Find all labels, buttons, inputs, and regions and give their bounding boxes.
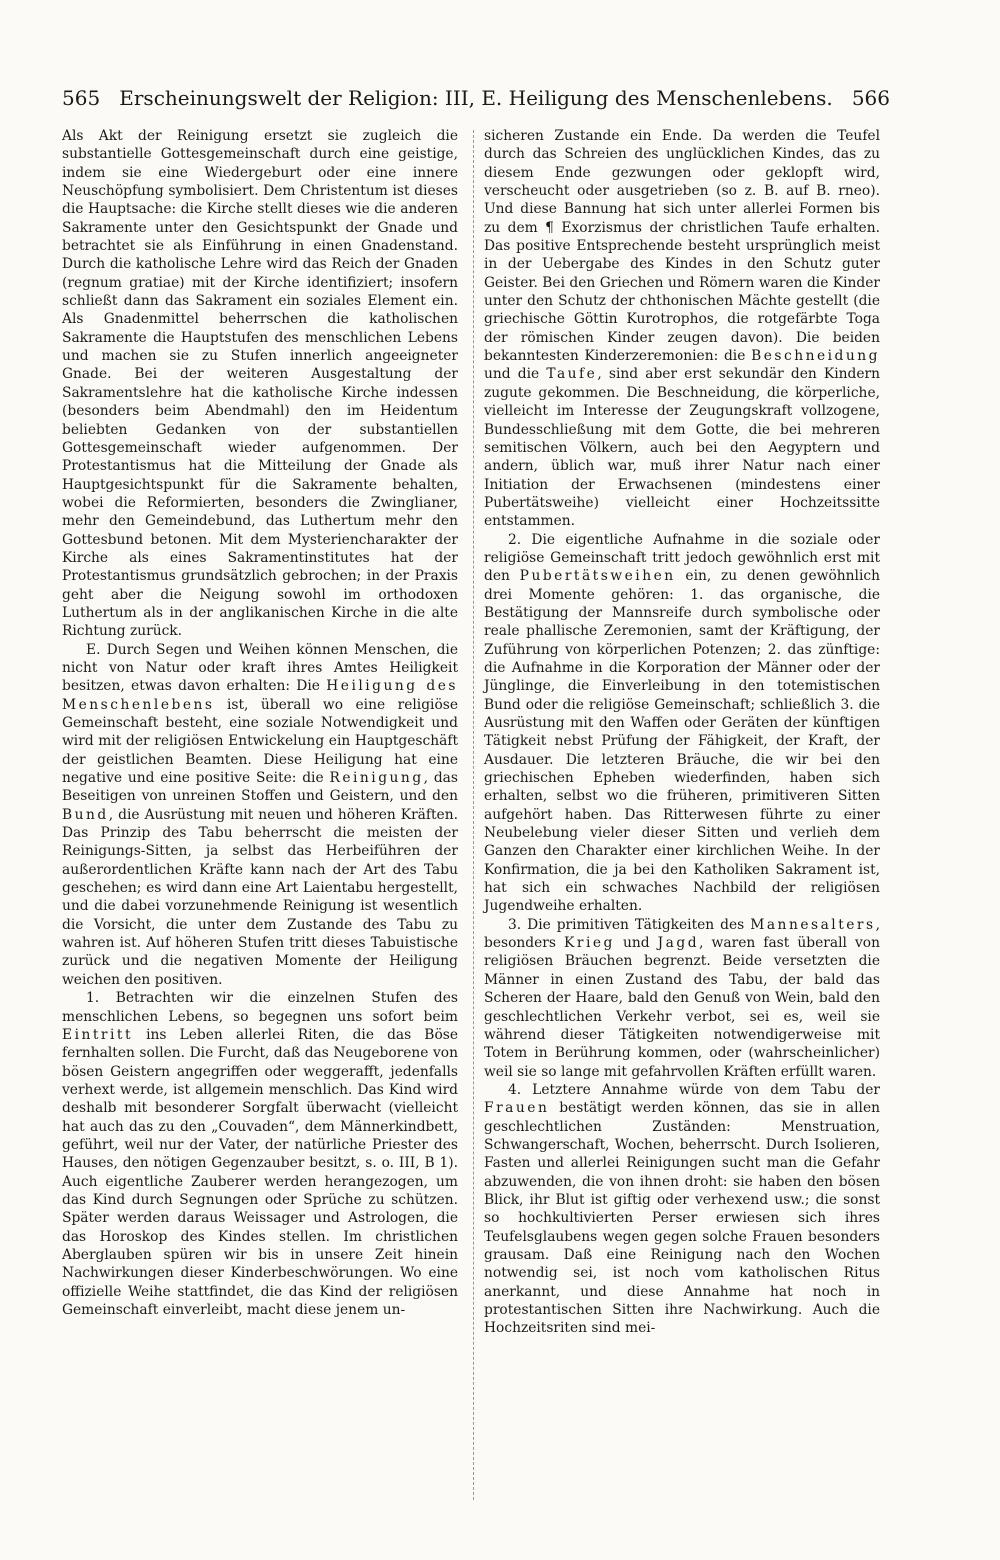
page-number-right: 566 xyxy=(851,86,890,110)
paragraph xyxy=(62,989,458,1319)
spaced-term: Beschneidung xyxy=(751,348,880,365)
text-run: ein, zu denen gewöhnlich drei Momente gehören: 1. das organische, die Bestätigung der Mannsreife durch symbolische oder reale phallische Zeremonien, samt der Kräftigung, der Zuführung von körperlichen Potenzen; 2. das zünftige: die Aufnahme in die Korporation der Männer oder der Jünglinge, die Einverleibung in den totemistischen Bund oder die religiöse Gemeinschaft; schließlich 3. die Ausrüstung mit den Waffen oder Geräten der künftigen Tätigkeit nebst Prüfung der Fähigkeit, der Kraft, der Ausdauer. Die letzteren Bräuche, die wir bei den griechischen Epheben wiederfinden, haben sich erhalten, selbst wo die früheren, primitiveren Sitten aufgehört haben. Das Ritterwesen führte zu einer Neubelebung vieler dieser Sitten und verlieh dem Ganzen den Charakter einer kirchlichen Weihe. In der Konfirmation, die ja bei den Katholiken Sakrament ist, hat sich ein schwaches Nachbild der religiösen Jugendweihe erhalten. xyxy=(484,568,880,915)
text-run: E. Durch Segen und Weihen können Menschen, die nicht von Natur oder kraft ihres Amtes Heiligkeit besitzen, etwas davon erhalten: Die xyxy=(62,641,458,695)
text-run: bestätigt werden können, das sie in allen geschlechtlichen Zuständen: Menstruation, Schwangerschaft, Wochen, beherrscht. Durch Isolieren, Fasten und allerlei Reinigungen sucht man die Gefahr abzuwenden, die von ihnen droht: sie haben den bösen Blick, ihr Blut ist giftig oder verhexend usw.; die sonst so hochkultivierten Perser erwiesen sich ihres Teufelsglaubens wegen gegen solche Frauen besonders grausam. Daß eine Reinigung nach den Wochen notwendig sei, ist noch vom katholischen Ritus anerkannt, und diese Annahme hat noch in protestantischen Sitten ihre Nachwirkung. Auch die Hochzeitsriten sind mei- xyxy=(484,1100,880,1337)
text-run: ins Leben allerlei Riten, die das Böse fernhalten sollen. Die Furcht, daß das Neugeborene von bösen Geistern angegriffen oder weggerafft, jedenfalls verhext werde, ist allgemein menschlich. Das Kind wird deshalb mit besonderer Sorgfalt überwacht (vielleicht hat auch das zu den „Couvaden“, dem Männerkindbett, geführt, weil nur der Vater, der natürliche Priester des Hauses, den nötigen Gegenzauber besitzt, s. o. III, B 1). Auch eigentliche Zauberer werden herangezogen, um das Kind durch Segnungen oder Sprüche zu schützen. Später werden daraus Weissager und Astrologen, die das Horoskop des Kindes stellen. Im christlichen Aberglauben spüren wir bis in unsere Zeit hinein Nachwirkungen dieser Kinderbeschwörungen. Wo eine offizielle Weihe stattfindet, die das Kind der religiösen Gemeinschaft einverleibt, macht diese jenem un- xyxy=(62,1026,458,1318)
paragraph xyxy=(484,916,880,1081)
column-divider xyxy=(473,130,474,1500)
page-number-left: 565 xyxy=(62,86,101,110)
running-head xyxy=(62,86,890,114)
paragraph xyxy=(484,1081,880,1338)
spaced-term: Eintritt xyxy=(62,1026,134,1043)
text-run: sicheren Zustande ein Ende. Da werden die Teufel durch das Schreien des unglücklichen Kindes, das zu diesem Ende gezwungen oder geklopft wird, verscheucht oder ausgetrieben (so z. B. auf B. rneo). Und diese Bannung hat sich unter allerlei Formen bis zu dem ¶ Exorzismus der christlichen Taufe erhalten. Das positive Entsprechende besteht ursprünglich meist in der Uebergabe des Kindes in den Schutz guter Geister. Bei den Griechen und Römern waren die Kinder unter den Schutz der chthonischen Mächte gestellt (die griechische Göttin Kurotrophos, die rotgefärbte Toga der römischen Kinder zeugen davon). Die beiden bekanntesten Kinderzeremonien: die xyxy=(484,128,880,365)
text-run: 1. Betrachten wir die einzelnen Stufen des menschlichen Lebens, so begegnen uns sofort beim xyxy=(62,990,458,1025)
text-run: 4. Letztere Annahme würde von dem Tabu der xyxy=(508,1081,880,1098)
spaced-term: Bund xyxy=(62,806,109,823)
running-title: Erscheinungswelt der Religion: III, E. Heiligung des Menschenlebens. xyxy=(119,86,833,110)
spaced-term: Krieg xyxy=(564,935,615,952)
text-run: 2. Die eigentliche Aufnahme in die soziale oder religiöse Gemeinschaft tritt jedoch gewöhnlich erst mit den xyxy=(484,531,880,585)
text-run: , das Beseitigen von unreinen Stoffen und Geistern, und den xyxy=(62,770,458,805)
right-column xyxy=(484,127,880,1338)
spaced-term: Jagd xyxy=(657,935,700,952)
text-run: und die xyxy=(484,366,547,383)
paragraph xyxy=(62,641,458,990)
paragraph xyxy=(484,127,880,531)
text-run: , waren fast überall von religiösen Bräuchen begrenzt. Beide versetzten die Männer in einen Zustand des Tabu, der bald das Scheren der Haare, bald den Genuß von Wein, bald den geschlechtlichen Verkehr verbot, sei es, weil sie während dieser Tätigkeiten notwendigerweise mit Totem in Berührung kommen, oder (wahrscheinlicher) weil sie so lange mit gefahrvollen Kräften erfüllt waren. xyxy=(484,935,880,1080)
spaced-term: Mannesalters xyxy=(750,916,876,933)
text-run: , sind aber erst sekundär den Kindern zugute gekommen. Die Beschneidung, die körperliche, vielleicht im Interesse der Zeugungskraft vollzogene, Bundesschließung mit dem Gotte, die bei mehreren semitischen Völkern, auch bei den Aegyptern und andern, üblich war, muß ihrer Natur nach einer Initiation der Erwachsenen (mindestens einer Pubertätsweihe) vielleicht einer Hochzeitssitte entstammen. xyxy=(484,366,880,530)
text-run: , besonders xyxy=(484,916,880,952)
spaced-term: Taufe xyxy=(546,366,598,383)
spaced-term: Reinigung xyxy=(329,770,424,787)
text-run: und xyxy=(614,935,658,952)
spaced-term: Frauen xyxy=(484,1100,550,1117)
left-column xyxy=(62,127,458,1319)
text-run: ist, überall wo eine religiöse Gemeinschaft besteht, eine soziale Notwendigkeit und wird mit der religiösen Entwickelung ein Hauptgeschäft der geistlichen Beamten. Diese Heiligung hat eine negative und eine positive Seite: die xyxy=(62,696,458,787)
paragraph: Als Akt der Reinigung ersetzt sie zugleich die substantielle Gottesgemeinschaft durch eine geistige, indem sie eine Wiedergeburt oder eine innere Neuschöpfung symbolisiert. Dem Christentum ist dieses die Hauptsache: die Kirche stellt dieses wie die anderen Sakramente unter den Gesichtspunkt der Gnade und betrachtet sie als Einführung in einen Gnadenstand. Durch die katholische Lehre wird das Reich der Gnaden (regnum gratiae) mit der Kirche identifiziert; insofern schließt dann das Sakrament ein soziales Element ein. Als Gnadenmittel beherrschen die katholischen Sakramente die Hauptstufen des menschlichen Lebens und machen sie zu Stufen innerlich angeeigneter Gnade. Bei der weiteren Ausgestaltung der Sakramentslehre hat die katholische Kirche indessen (besonders beim Abendmahl) den im Heidentum beliebten Gedanken von der substantiellen Gottesgemeinschaft wieder aufgenommen. Der Protestantismus hat die Mitteilung der Gnade als Hauptgesichtspunkt für die Sakramente behalten, wobei die Reformierten, besonders die Zwinglianer, mehr den Gemeindebund, das Luthertum mehr den Gottesbund betonen. Mit dem Mysteriencharakter der Kirche als eines Sakramentinstitutes hat der Protestantismus grundsätzlich gebrochen; in der Praxis geht aber die Neigung sowohl im orthodoxen Luthertum als in der anglikanischen Kirche in die alte Richtung zurück. xyxy=(62,128,458,640)
spaced-term: Pubertätsweihen xyxy=(519,568,676,585)
text-run: , die Ausrüstung mit neuen und höheren Kräften. Das Prinzip des Tabu beherrscht die meisten der Reinigungs-Sitten, ja selbst das Herbeiführen der außerordentlichen Kräfte kann nach der Art des Tabu geschehen; es wird dann eine Art Laientabu hergestellt, und die dabei vorzunehmende Reinigung ist wesentlich die Vorsicht, die unter dem Zustande des Tabu zu wahren ist. Auf höheren Stufen tritt dieses Tabuistische zurück und die negativen Momente der Heiligung weichen den positiven. xyxy=(62,806,458,988)
paragraph xyxy=(484,531,880,916)
text-run: 3. Die primitiven Tätigkeiten des xyxy=(508,916,751,933)
spaced-term: Heiligung des Menschenlebens xyxy=(62,678,458,713)
